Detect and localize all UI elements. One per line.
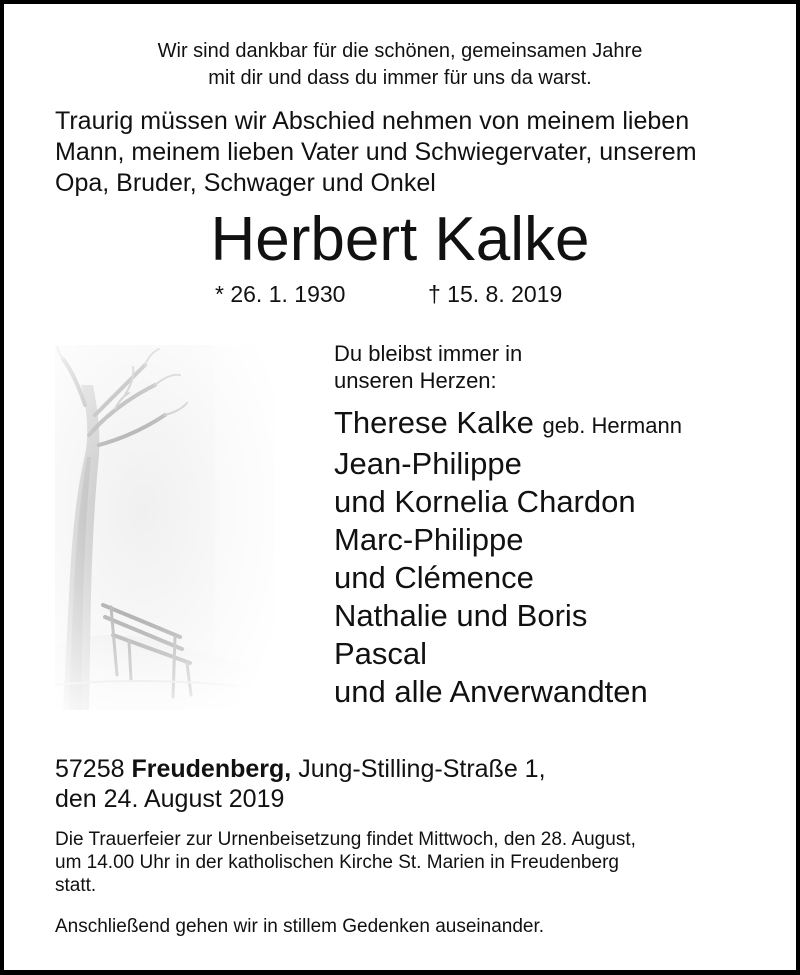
notice-date: den 24. August 2019 — [55, 785, 285, 813]
ceremony-info — [55, 828, 745, 897]
mourner-line: Nathalie und Boris — [334, 598, 588, 633]
address-block — [55, 754, 546, 814]
mourner-line: Marc-Philippe — [334, 522, 524, 557]
memory-phrase — [334, 340, 522, 394]
farewell-intro — [55, 106, 775, 199]
mourner-line: und Kornelia Chardon — [334, 484, 636, 519]
mourners-list — [334, 404, 682, 711]
intro-line: Opa, Bruder, Schwager und Onkel — [55, 169, 436, 197]
memory-line: Du bleibst immer in — [334, 341, 523, 366]
ceremony-line: statt. — [55, 875, 97, 896]
death-date: † 15. 8. 2019 — [428, 281, 563, 307]
mourner-spouse — [334, 404, 682, 445]
closing-note: Anschließend gehen wir in stillem Gedenken auseinander. — [55, 916, 545, 937]
opening-quote — [40, 38, 760, 92]
spouse-birthname: geb. Hermann — [542, 413, 682, 438]
spouse-name: Therese Kalke — [334, 405, 534, 440]
mourner-line: und alle Anverwandten — [334, 674, 648, 709]
mourner-line: und Clémence — [334, 560, 534, 595]
street: Jung-Stilling-Straße 1, — [298, 755, 546, 783]
ceremony-line: Die Trauerfeier zur Urnenbeisetzung findet Mittwoch, den 28. August, — [55, 829, 636, 850]
city: Freudenberg, — [131, 755, 292, 783]
quote-line: Wir sind dankbar für die schönen, gemeinsamen Jahre — [157, 40, 643, 62]
postal-code: 57258 — [55, 755, 125, 783]
quote-line: mit dir und dass du immer für uns da warst. — [208, 67, 592, 89]
deceased-name: Herbert Kalke — [210, 205, 590, 274]
intro-line: Traurig müssen wir Abschied nehmen von meinem lieben — [55, 107, 690, 135]
intro-line: Mann, meinem lieben Vater und Schwiegervater, unserem — [55, 138, 697, 166]
tree-and-bench-illustration — [55, 345, 275, 710]
mourner-line: Pascal — [334, 636, 428, 671]
memory-line: unseren Herzen: — [334, 368, 497, 393]
ceremony-line: um 14.00 Uhr in der katholischen Kirche St. Marien in Freudenberg — [55, 852, 619, 873]
birth-date: * 26. 1. 1930 — [215, 281, 346, 307]
mourner-line: Jean-Philippe — [334, 446, 522, 481]
address-line — [55, 754, 546, 784]
